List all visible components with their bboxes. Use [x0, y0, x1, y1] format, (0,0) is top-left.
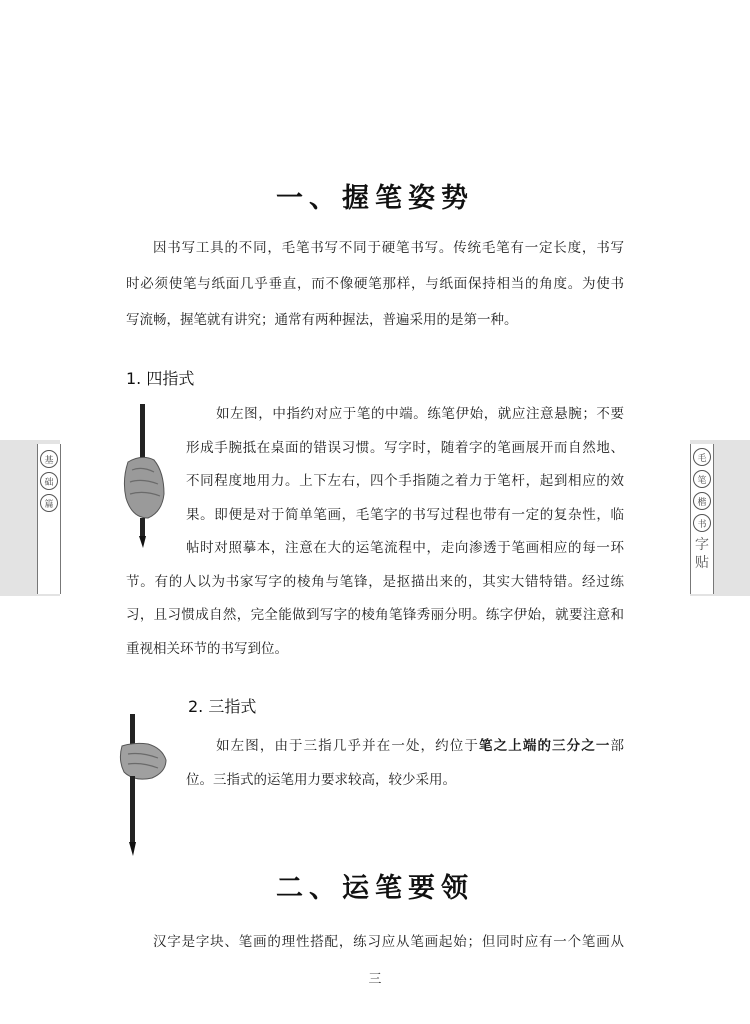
- three-finger-grip-illustration: [118, 712, 170, 860]
- right-tab-seal-char: 笔: [693, 470, 711, 488]
- section2-line: 汉字是字块、笔画的理性搭配，练习应从笔画起始；但同时应有一个笔画从: [153, 934, 624, 950]
- brush-tip: [129, 842, 136, 856]
- right-tab-seal-char: 楷: [693, 492, 711, 510]
- method2-emphasis: 笔之上端的三分之一: [479, 738, 611, 754]
- intro-line: 因书写工具的不同，毛笔书写不同于硬笔书写。传统毛笔有一定长度，书写: [153, 240, 624, 256]
- method1-line: 形成手腕抵在桌面的错误习惯。写字时，随着字的笔画展开而自然地、: [186, 439, 624, 456]
- method2-text: 如左图，由于三指几乎并在一处，约位于: [216, 738, 479, 754]
- right-tab-label: [690, 444, 714, 594]
- left-tab-char: 础: [40, 472, 58, 490]
- method1-line: 不同程度地用力。上下左右，四个手指随之着力于笔杆，起到相应的效: [186, 473, 624, 489]
- right-tab-plain-char: 贴: [695, 555, 709, 571]
- method1-heading: 1. 四指式: [126, 369, 195, 388]
- method2-line-2: 位。三指式的运笔用力要求较高，较少采用。: [186, 771, 456, 788]
- right-tab-seal-char: 书: [693, 514, 711, 532]
- section2-paragraph: [126, 932, 624, 952]
- left-tab-label: [37, 444, 61, 594]
- section2-title: 二、运笔要领: [276, 873, 474, 904]
- method1-line: 重视相关环节的书写到位。: [126, 640, 288, 657]
- left-tab-char: 基: [40, 450, 58, 468]
- section1-title: 一、握笔姿势: [276, 183, 474, 214]
- method2-heading: 2. 三指式: [188, 697, 257, 716]
- method2-line-1: [216, 736, 624, 770]
- left-tab-char: 篇: [40, 494, 58, 512]
- method1-line: 习，且习惯成自然，完全能做到写字的棱角笔锋秀丽分明。练字伊始，就要注意和: [126, 607, 624, 623]
- method1-line: 帖时对照摹本，注意在大的运笔流程中，走向渗透于笔画相应的每一环: [186, 540, 624, 556]
- brush-shaft: [130, 714, 135, 744]
- method1-line: 节。有的人以为书家写字的棱角与笔锋，是抠描出来的，其实大错特错。经过练: [126, 573, 624, 590]
- right-tab-plain-char: 字: [695, 537, 709, 553]
- hand-shape: [120, 743, 166, 779]
- page-number: 三: [368, 972, 382, 987]
- method1-paragraph: [126, 404, 624, 672]
- method2-paragraph: [186, 736, 624, 803]
- section1-intro: [126, 238, 624, 346]
- intro-line: 时必须使笔与纸面几乎垂直，而不像硬笔那样，与纸面保持相当的角度。为使书: [126, 276, 624, 292]
- right-tab-seal-char: 毛: [693, 448, 711, 466]
- method1-line: 如左图，中指约对应于笔的中端。练笔伊始，就应注意悬腕；不要: [216, 406, 624, 422]
- method2-text: 部: [610, 738, 624, 754]
- method1-line: 果。即便是对于简单笔画，毛笔字的书写过程也带有一定的复杂性，临: [186, 506, 624, 523]
- intro-line: 写流畅，握笔就有讲究；通常有两种握法，普遍采用的是第一种。: [126, 312, 518, 328]
